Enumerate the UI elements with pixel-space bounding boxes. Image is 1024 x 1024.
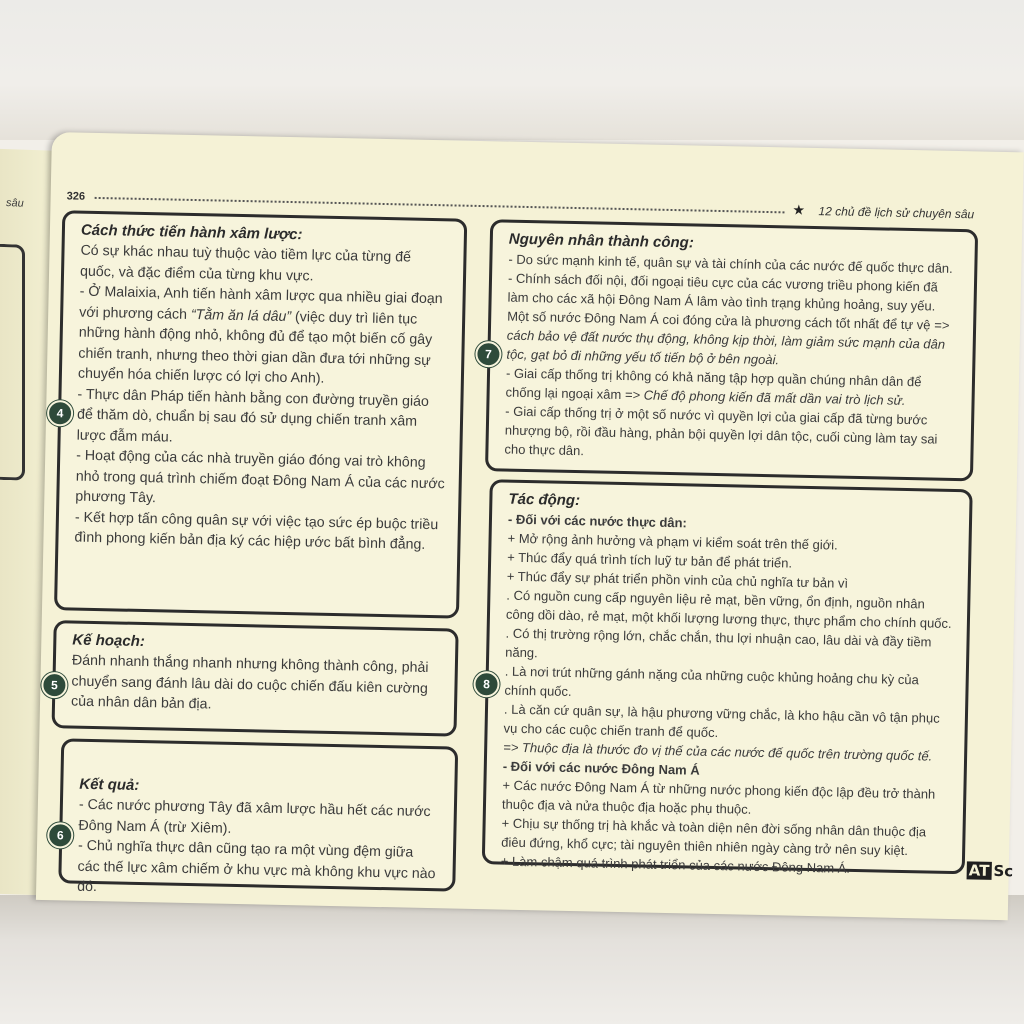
section-8-sea-1: + Các nước Đông Nam Á từ những nước phong kiến độc lập đều trở thành thuộc địa và nửa thuộc địa hoặc phụ thuộc. [501,777,936,817]
header-dotted-line [95,197,785,213]
section-4-title: Cách thức tiến hành xâm lược: [80,221,303,244]
section-8-line-6: . Là nơi trút những gánh nặng của những cuộc khủng hoảng chu kỳ của chính quốc. [504,663,919,700]
section-8-sea-3: + Làm chậm quá trình phát triển của các nước Đông Nam Á. [500,853,851,876]
section-8-line-5: . Có thị trường rộng lớn, chắc chắn, thu lợi nhuận cao, lâu dài và đầy tiềm năng. [505,625,932,661]
publisher-logo: AT Sc [968,861,1014,881]
section-8-line-2: + Thúc đẩy quá trình tích luỹ tư bản để phát triển. [507,549,793,571]
section-8-colonizers-heading: - Đối với các nước thực dân: [507,511,688,531]
star-icon: ★ [792,201,806,218]
section-5-box [52,620,459,736]
section-4-badge: 4 [47,400,74,427]
section-8-title: Tác động: [508,490,581,510]
section-6-title: Kết quả: [79,775,140,794]
section-6-item-1: - Các nước phương Tây đã xâm lược hầu hết các nước Đông Nam Á (trừ Xiêm). [78,796,431,837]
left-page-header-text: sâu [6,197,24,210]
section-8-box [482,479,973,874]
section-4-missionaries: - Hoạt động của các nhà truyền giáo đóng vai trò không nhỏ trong quá trình chiếm đoạt Đông Nam Á của các nước phương Tây. [75,447,445,507]
section-8-sea-heading: - Đối với các nước Đông Nam Á [502,758,700,778]
section-8-line-3: + Thúc đẩy sự phát triển phồn vinh của chủ nghĩa tư bản vì [506,568,849,591]
book-page [36,132,1024,920]
section-6-item-2: - Chủ nghĩa thực dân cũng tạo ra một vùng đệm giữa các thế lực xâm chiếm ở khu vực mà không khu vực nào đó. [77,837,436,896]
section-7-item-1: - Do sức mạnh kinh tế, quân sự và tài chính của các nước đế quốc thực dân. [508,251,953,276]
section-8-sea-2: + Chịu sự thống trị hà khắc và toàn diện nên đời sống nhân dân thuộc địa điêu đứng, khổ cực; tài nguyên thiên nhiên ngày càng trở nên suy kiệt. [501,815,927,859]
section-4-france: - Thực dân Pháp tiến hành bằng con đường truyền giáo để thăm dò, chuẩn bị sau đó sử dụng chiến tranh xâm lược đẫm máu. [76,386,430,446]
section-5-text: Đánh nhanh thắng nhanh nhưng không thành công, phải chuyển sang đánh lâu dài do cuộc chiến đấu kiên cường của nhân dân bản địa. [70,652,429,713]
book-title: 12 chủ đề lịch sử chuyên sâu [818,204,975,222]
background-top [0,0,1024,140]
section-4-intro: Có sự khác nhau tuỳ thuộc vào tiềm lực của từng đế quốc, và đặc điểm của từng khu vực. [79,242,412,285]
section-8-badge: 8 [473,671,500,698]
section-6-badge: 6 [47,822,74,849]
section-8-line-7: . Là căn cứ quân sự, là hậu phương vững chắc, là kho hậu cần vô tận phục vụ cho các cuộc chiến tranh để quốc. [503,701,940,741]
section-4-military: - Kết hợp tấn công quân sự với việc tạo sức ép buộc triều đình phong kiến bản địa ký các hiệp ước bất bình đẳng. [74,509,439,553]
section-7-item-3: - Giai cấp thống trị không có khả năng tập hợp quần chúng nhân dân để chống lại ngoại xâm => Chế độ phong kiến đã mất dần vai trò lịch sử. [505,365,922,408]
section-5-title: Kế hoạch: [72,631,146,651]
section-7-box [485,219,978,481]
section-8-line-4: . Có nguồn cung cấp nguyên liệu rẻ mạt, bền vững, ổn định, nguồn nhân công dồi dào, rẻ mạt, một khối lượng lương thực, thực phẩm cho chính quốc. [505,587,952,631]
section-4-box [54,210,467,618]
section-4-malaysia: - Ở Malaixia, Anh tiến hành xâm lược qua nhiều giai đoạn với phương cách “Tằm ăn lá dâu” (việc duy trì liên tục những hành động nhỏ, không đủ để tạo một biến cố gây chiến tranh, nhưng theo thời gian dần đưa tới những sự chuyển hóa chiến lược có lợi cho Anh). [77,283,443,387]
section-7-item-4: - Giai cấp thống trị ở một số nước vì quyền lợi của giai cấp đã từng bước nhượng bộ, rồi đầu hàng, phản bội quyền lợi dân tộc, cuối cùng làm tay sai cho thực dân. [504,403,938,459]
section-7-title: Nguyên nhân thành công: [508,230,694,252]
section-8-line-8: => Thuộc địa là thước đo vị thế của các nước đế quốc trên trường quốc tế. [503,739,933,764]
section-6-box [58,738,458,896]
section-8-line-1: + Mở rộng ảnh hưởng và phạm vi kiểm soát trên thế giới. [507,530,838,553]
page-number: 326 [66,190,86,203]
left-page-box-edge [0,244,25,481]
section-5-badge: 5 [41,672,68,699]
section-7-badge: 7 [475,341,502,368]
section-7-item-2: - Chính sách đối nội, đối ngoại tiêu cực của các vương triều phong kiến đã làm cho các xã hội Đông Nam Á lâm vào tình trạng khủng hoảng, suy yếu. Một số nước Đông Nam Á coi đóng cửa là phương cách tốt nhất để tự vệ => cách bảo vệ đất nước thụ động, không kịp thời, làm giảm sức mạnh của dân tộc, gạt bỏ đi những yếu tố tiến bộ ở bên ngoài. [506,270,950,368]
